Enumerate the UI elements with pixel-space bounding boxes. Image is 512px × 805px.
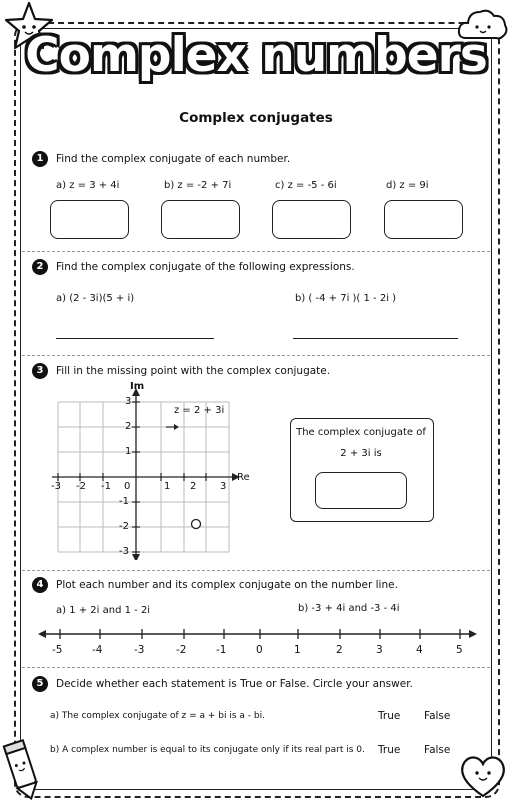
section-divider [22, 251, 490, 252]
q4-item-b: b) -3 + 4i and -3 - 4i [298, 603, 400, 614]
question-prompt: Plot each number and its complex conjugate on the number line. [56, 579, 398, 591]
section-divider [22, 667, 490, 668]
q1-item-d: d) z = 9i [386, 180, 429, 191]
number-line-tick: 3 [376, 644, 383, 656]
question-number: 4 [32, 577, 48, 593]
number-line-tick: -4 [92, 644, 103, 656]
answer-box-d[interactable] [384, 200, 463, 239]
page-subtitle: Complex conjugates [179, 110, 333, 126]
number-line-tick: -1 [216, 644, 227, 656]
q2-item-a: a) (2 - 3i)(5 + i) [56, 293, 135, 304]
axis-label-im: Im [130, 381, 145, 392]
number-line-tick: -3 [134, 644, 145, 656]
question-prompt: Find the complex conjugate of each number. [56, 153, 291, 165]
q4-item-a: a) 1 + 2i and 1 - 2i [56, 605, 151, 616]
x-tick: 1 [164, 481, 171, 492]
statement-a: a) The complex conjugate of z = a + bi is a - bi. [50, 711, 265, 721]
panel-text-line2: 2 + 3i is [340, 448, 382, 459]
page-title: Complex numbers [25, 28, 487, 83]
panel-text-line1: The complex conjugate of [296, 427, 426, 438]
point-label: z = 2 + 3i [174, 405, 225, 416]
question-number: 2 [32, 259, 48, 275]
y-tick: -1 [119, 496, 129, 507]
answer-box-b[interactable] [161, 200, 240, 239]
axis-label-re: Re [237, 472, 250, 483]
heart-icon [456, 748, 510, 802]
complex-plane-graph [48, 380, 258, 560]
answer-box-a[interactable] [50, 200, 129, 239]
q1-item-c: c) z = -5 - 6i [275, 180, 337, 191]
number-line-tick: 4 [416, 644, 423, 656]
question-number: 3 [32, 363, 48, 379]
question-prompt: Find the complex conjugate of the following expressions. [56, 261, 355, 273]
question-prompt: Fill in the missing point with the complex conjugate. [56, 365, 331, 377]
false-option-a[interactable]: False [424, 710, 451, 722]
number-line-tick: -5 [52, 644, 63, 656]
answer-box-c[interactable] [272, 200, 351, 239]
x-tick: 2 [190, 481, 197, 492]
q2-item-b: b) ( -4 + 7i )( 1 - 2i ) [295, 293, 397, 304]
missing-point[interactable] [192, 520, 201, 529]
x-tick: -2 [76, 481, 86, 492]
x-tick: 0 [124, 481, 131, 492]
false-option-b[interactable]: False [424, 744, 451, 756]
true-option-a[interactable]: True [378, 710, 401, 722]
question-number: 1 [32, 151, 48, 167]
x-tick: -1 [101, 481, 111, 492]
y-tick: 3 [125, 396, 132, 407]
section-divider [22, 570, 490, 571]
question-prompt: Decide whether each statement is True or False. Circle your answer. [56, 678, 413, 690]
number-line[interactable] [36, 624, 480, 646]
x-tick: -3 [51, 481, 61, 492]
answer-line-a[interactable] [56, 338, 214, 339]
number-line-tick: 1 [294, 644, 301, 656]
y-tick: 1 [125, 446, 132, 457]
y-tick: 2 [125, 421, 132, 432]
pencil-icon [2, 736, 42, 804]
q1-item-b: b) z = -2 + 7i [164, 180, 232, 191]
y-tick: -3 [119, 546, 129, 557]
y-tick: -2 [119, 521, 129, 532]
question-number: 5 [32, 676, 48, 692]
number-line-tick: 5 [456, 644, 463, 656]
answer-line-b[interactable] [293, 338, 458, 339]
q1-item-a: a) z = 3 + 4i [56, 180, 120, 191]
number-line-tick: 2 [336, 644, 343, 656]
section-divider [22, 355, 490, 356]
number-line-tick: 0 [256, 644, 263, 656]
statement-b: b) A complex number is equal to its conjugate only if its real part is 0. [50, 745, 365, 755]
number-line-tick: -2 [176, 644, 187, 656]
true-option-b[interactable]: True [378, 744, 401, 756]
conjugate-answer-box[interactable] [315, 472, 407, 509]
x-tick: 3 [220, 481, 227, 492]
